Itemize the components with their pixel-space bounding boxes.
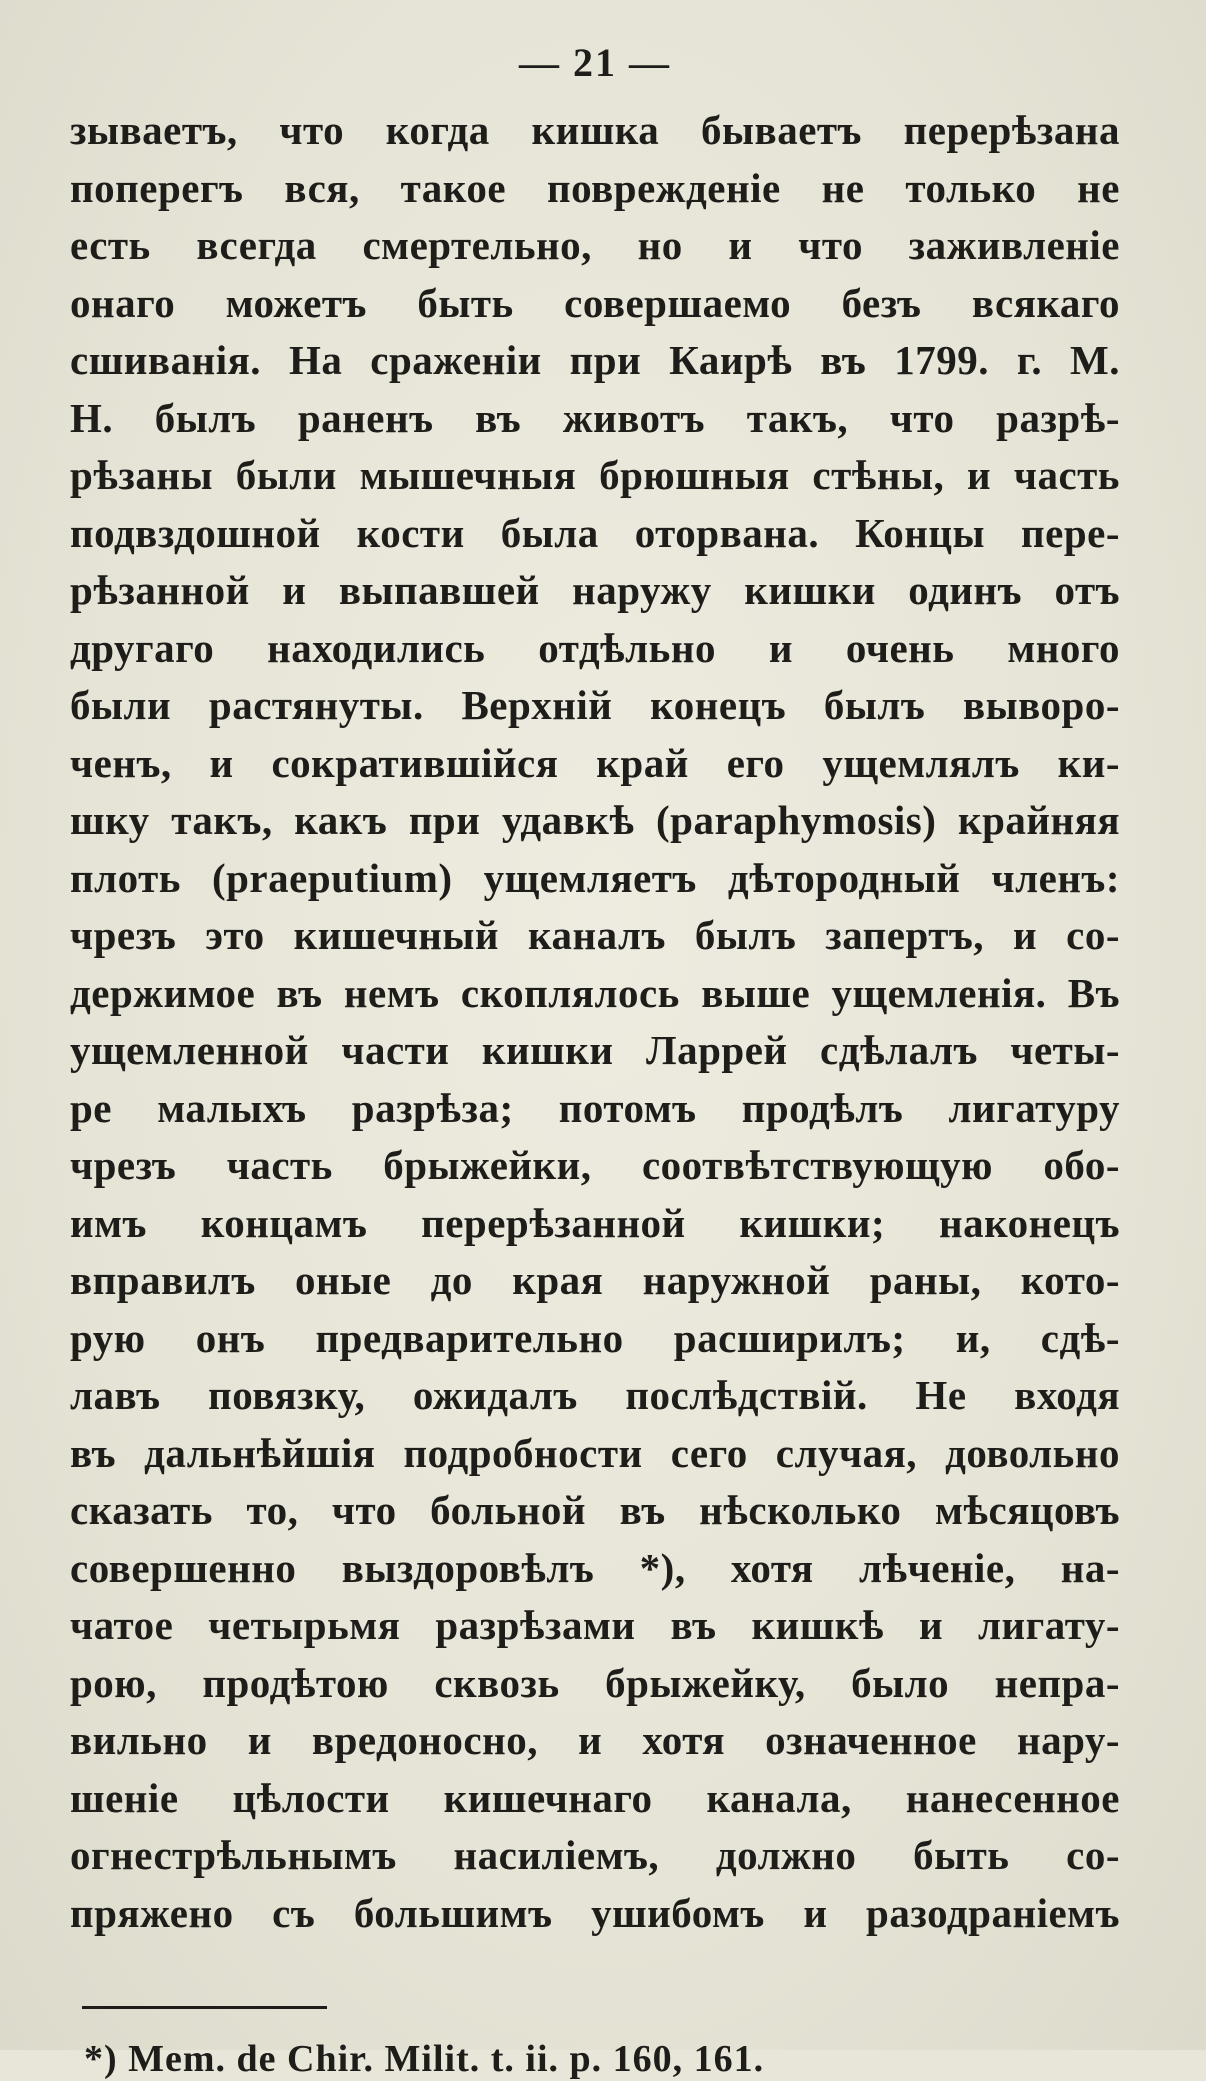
text-line: Н. былъ раненъ въ животъ такъ, что разрѣ- [70, 394, 1120, 441]
text-line: чрезъ это кишечный каналъ былъ запертъ, и со- [70, 912, 1120, 958]
page-number: — 21 — [519, 40, 671, 85]
text-line: рую онъ предварительно расширилъ; и, сдѣ- [70, 1314, 1120, 1361]
text-line: совершенно выздоровѣлъ *), хотя лѣченіе, на- [70, 1544, 1120, 1591]
text-line: сказать то, что больной въ нѣсколько мѣсяцовъ [70, 1487, 1120, 1533]
text-line: пряжено съ большимъ ушибомъ и разодраніемъ [70, 1889, 1120, 1936]
footnote: *) Mem. de Chir. Milit. t. ii. p. 160, 161. [84, 2038, 765, 2080]
text-line: рѣзаны были мышечныя брюшныя стѣны, и часть [70, 452, 1120, 498]
text-line: подвздошной кости была оторвана. Концы пере- [70, 509, 1120, 556]
footnote-divider [82, 2006, 327, 2009]
text-line: плоть (praeputium) ущемляетъ дѣтородный членъ: [70, 854, 1120, 901]
text-line: поперегъ вся, такое поврежденіе не только не [70, 164, 1120, 211]
text-line: другаго находились отдѣльно и очень много [70, 624, 1120, 671]
text-line: сшиванія. На сраженіи при Каирѣ въ 1799. г. М. [70, 337, 1120, 383]
text-line: вильно и вредоносно, и хотя означенное нару- [70, 1717, 1120, 1763]
body-text [70, 102, 1120, 1942]
text-line: зываетъ, что когда кишка бываетъ перерѣзана [70, 107, 1120, 153]
text-line: ченъ, и сократившійся край его ущемлялъ ки- [70, 739, 1120, 786]
text-line: вправилъ оные до края наружной раны, кото- [70, 1257, 1120, 1303]
text-line: ущемленной части кишки Ларрей сдѣлалъ четы- [70, 1027, 1120, 1073]
text-line: шку такъ, какъ при удавкѣ (paraphymosis) крайняя [70, 797, 1120, 843]
text-line: имъ концамъ перерѣзанной кишки; наконецъ [70, 1199, 1120, 1246]
text-line: чатое четырьмя разрѣзами въ кишкѣ и лигату- [70, 1602, 1120, 1648]
text-line: шеніе цѣлости кишечнаго канала, нанесенное [70, 1774, 1120, 1821]
text-line: въ дальнѣйшія подробности сего случая, довольно [70, 1429, 1120, 1476]
text-line: онаго можетъ быть совершаемо безъ всякаго [70, 279, 1120, 326]
text-line: чрезъ часть брыжейки, соотвѣтствующую обо- [70, 1142, 1120, 1188]
text-line: ре малыхъ разрѣза; потомъ продѣлъ лигатуру [70, 1084, 1120, 1131]
text-line: есть всегда смертельно, но и что заживленіе [70, 222, 1120, 268]
text-line: лавъ повязку, ожидалъ послѣдствій. Не входя [70, 1372, 1120, 1418]
text-line: рѣзанной и выпавшей наружу кишки одинъ отъ [70, 567, 1120, 613]
text-line: огнестрѣльнымъ насиліемъ, должно быть со- [70, 1832, 1120, 1878]
text-line: были растянуты. Верхній конецъ былъ выворо- [70, 682, 1120, 728]
text-line: рою, продѣтою сквозь брыжейку, было непра- [70, 1659, 1120, 1706]
text-line: держимое въ немъ скоплялось выше ущемленія. Въ [70, 969, 1120, 1016]
